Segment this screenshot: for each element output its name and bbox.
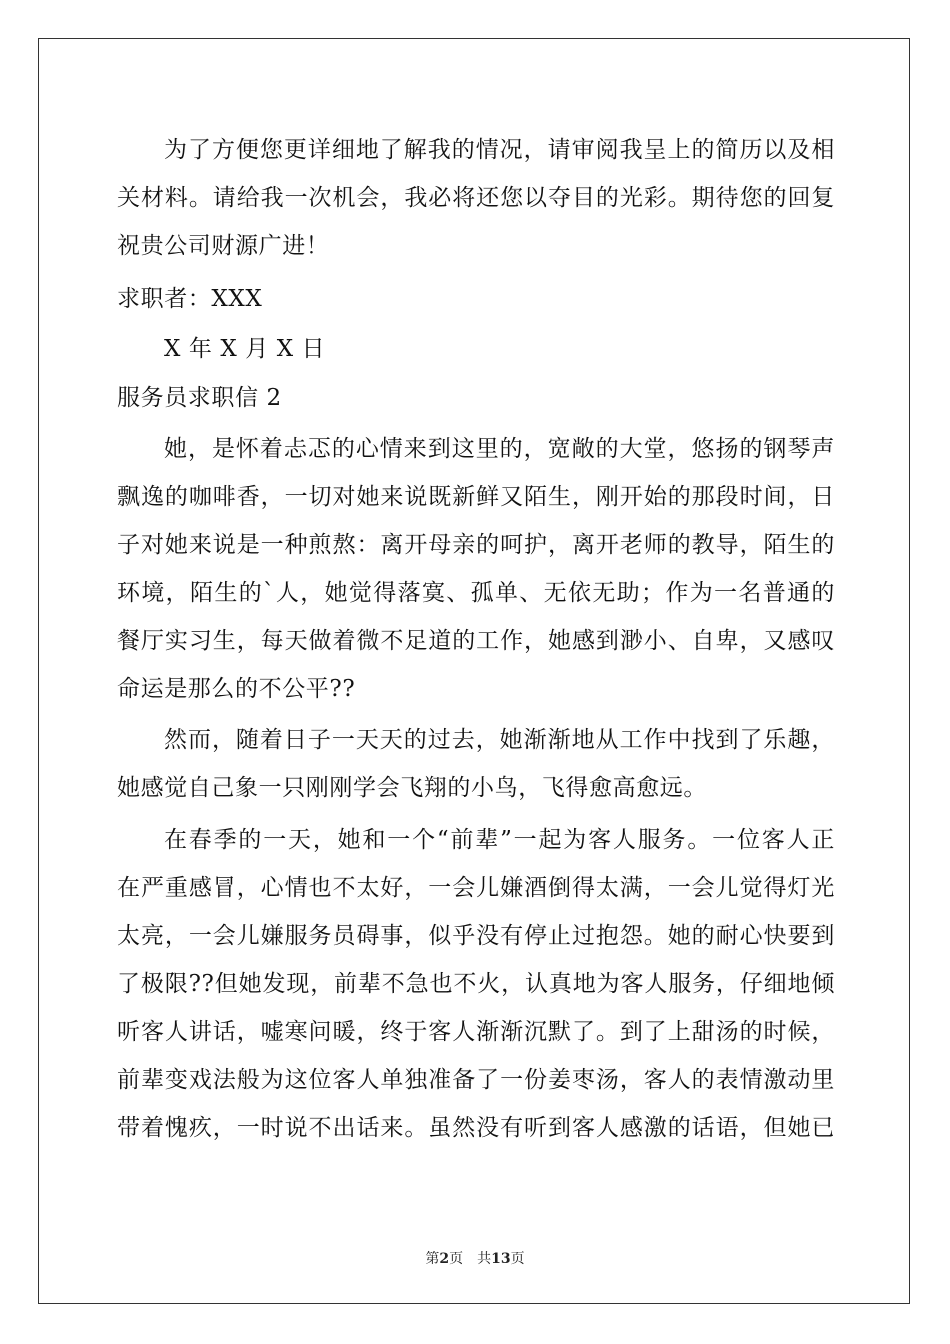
text-line: 然而，随着日子一天天的过去，她渐渐地从工作中找到了乐趣，: [164, 727, 835, 753]
text-line: 关材料。请给我一次机会，我必将还您以夺目的光彩。期待您的回复: [117, 185, 835, 211]
page-footer: [0, 1248, 950, 1268]
text-line: 了极限??但她发现，前辈不急也不火，认真地为客人服务，仔细地倾: [117, 971, 835, 997]
text-line: 她感觉自己象一只刚刚学会飞翔的小鸟，飞得愈高愈远。: [117, 775, 707, 801]
text-line: 环境，陌生的`人，她觉得落寞、孤单、无依无助；作为一名普通的: [117, 580, 835, 606]
text-line: 前辈变戏法般为这位客人单独准备了一份姜枣汤，客人的表情激动里: [117, 1067, 835, 1093]
text-line: 太亮，一会儿嫌服务员碍事，似乎没有停止过抱怨。她的耐心快要到: [117, 923, 835, 949]
signature-line: 求职者：XXX: [117, 286, 263, 312]
text-line: 带着愧疚，一时说不出话来。虽然没有听到客人感激的话语，但她已: [117, 1115, 835, 1141]
text-line: 子对她来说是一种煎熬：离开母亲的呵护，离开老师的教导，陌生的: [117, 532, 835, 558]
text-line: 在严重感冒，心情也不太好，一会儿嫌酒倒得太满，一会儿觉得灯光: [117, 875, 835, 901]
text-line: 餐厅实习生，每天做着微不足道的工作，她感到渺小、自卑，又感叹: [117, 628, 835, 654]
page-current: 2: [439, 1251, 450, 1267]
text-line: 命运是那么的不公平??: [117, 676, 356, 702]
page-suffix: 页: [510, 1251, 525, 1267]
date-line: X 年 X 月 X 日: [164, 336, 326, 362]
text-line: 她，是怀着忐忑的心情来到这里的，宽敞的大堂，悠扬的钢琴声: [164, 436, 835, 462]
text-line: 在春季的一天，她和一个“前辈”一起为客人服务。一位客人正: [164, 827, 835, 853]
section-heading: 服务员求职信 2: [117, 385, 282, 411]
page-prefix: 第: [425, 1251, 440, 1267]
page-mid: 页 共: [449, 1251, 492, 1267]
text-line: 飘逸的咖啡香，一切对她来说既新鲜又陌生，刚开始的那段时间，日: [117, 484, 835, 510]
page-total: 13: [491, 1251, 511, 1267]
text-line: 听客人讲话，嘘寒问暖，终于客人渐渐沉默了。到了上甜汤的时候，: [117, 1019, 835, 1045]
text-line: 为了方便您更详细地了解我的情况，请审阅我呈上的简历以及相: [164, 137, 835, 163]
text-line: 祝贵公司财源广进！: [117, 233, 330, 259]
